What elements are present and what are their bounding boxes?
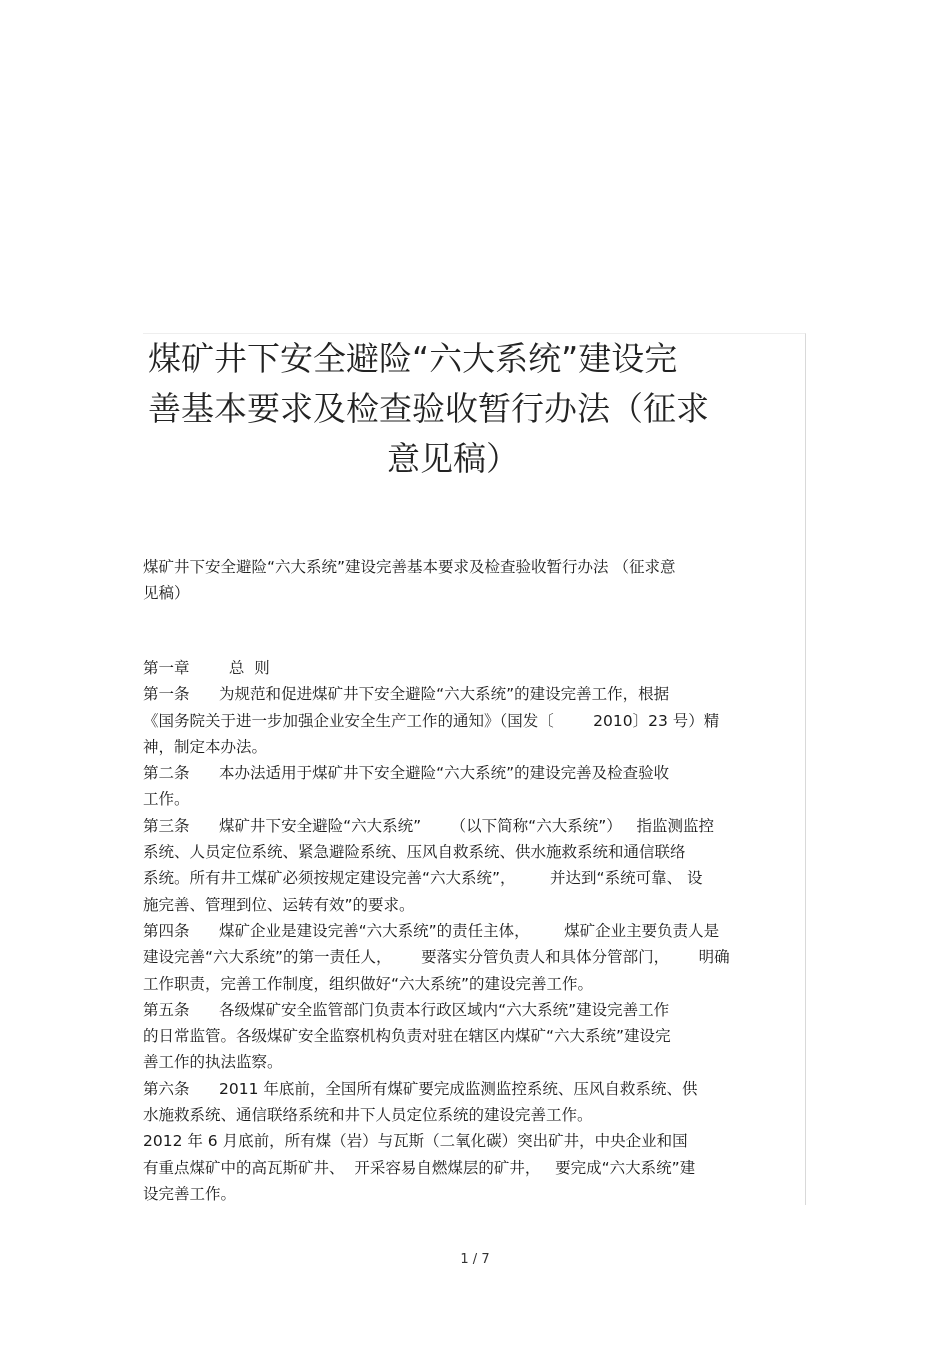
body-line: 第一章 总 则	[143, 659, 270, 677]
subtitle-line-1: 煤矿井下安全避险“六大系统”建设完善基本要求及检查验收暂行办法 （征求意	[143, 558, 676, 576]
body-line: 第一条 为规范和促进煤矿井下安全避险“六大系统”的建设完善工作，根据	[143, 685, 670, 704]
body-line: 施完善、管理到位、运转有效”的要求。	[143, 895, 415, 914]
subtitle-line-2: 见稿）	[143, 584, 190, 602]
body-line: 2012 年 6 月底前，所有煤（岩）与瓦斯（二氧化碳）突出矿井，中央企业和国	[143, 1132, 688, 1151]
document-subtitle	[143, 554, 806, 606]
body-line: 第二条 本办法适用于煤矿井下安全避险“六大系统”的建设完善及检查验收	[143, 764, 670, 783]
document-title	[143, 334, 763, 484]
title-line-2: 善基本要求及检查验收暂行办法（征求	[148, 389, 709, 428]
document-body	[143, 655, 806, 1207]
body-line: 善工作的执法监察。	[143, 1053, 283, 1072]
body-line: 水施救系统、通信联络系统和井下人员定位系统的建设完善工作。	[143, 1106, 593, 1125]
body-line: 系统。所有井工煤矿必须按规定建设完善“六大系统”， 并达到“系统可靠、 设	[143, 869, 703, 888]
title-line-1: 煤矿井下安全避险“六大系统”建设完	[148, 339, 678, 378]
body-line: 有重点煤矿中的高瓦斯矿井、 开采容易自燃煤层的矿井， 要完成“六大系统”建	[143, 1158, 696, 1177]
body-line: 工作。	[143, 790, 190, 809]
document-content	[143, 333, 806, 1205]
body-line: 神，制定本办法。	[143, 737, 268, 756]
body-line: 系统、人员定位系统、紧急避险系统、压风自救系统、供水施救系统和通信联络	[143, 843, 686, 862]
body-line: 工作职责，完善工作制度，组织做好“六大系统”的建设完善工作。	[143, 974, 594, 993]
body-line: 第三条 煤矿井下安全避险“六大系统” （以下简称“六大系统”） 指监测监控	[143, 816, 715, 835]
body-line: 第六条 2011 年底前，全国所有煤矿要完成监测监控系统、压风自救系统、供	[143, 1079, 698, 1098]
title-line-3: 意见稿）	[387, 439, 519, 478]
page-number: 1 / 7	[460, 1252, 490, 1267]
body-line: 第五条 各级煤矿安全监管部门负责本行政区域内“六大系统”建设完善工作	[143, 1000, 670, 1019]
body-line: 建设完善“六大系统”的第一责任人， 要落实分管负责人和具体分管部门， 明确	[143, 948, 730, 967]
body-line: 《国务院关于进一步加强企业安全生产工作的通知》（国发〔 2010〕23 号）精	[143, 711, 720, 730]
body-line: 的日常监管。各级煤矿安全监察机构负责对驻在辖区内煤矿“六大系统”建设完	[143, 1027, 671, 1046]
body-line: 设完善工作。	[143, 1184, 237, 1203]
body-line: 第四条 煤矿企业是建设完善“六大系统”的责任主体， 煤矿企业主要负责人是	[143, 921, 720, 940]
